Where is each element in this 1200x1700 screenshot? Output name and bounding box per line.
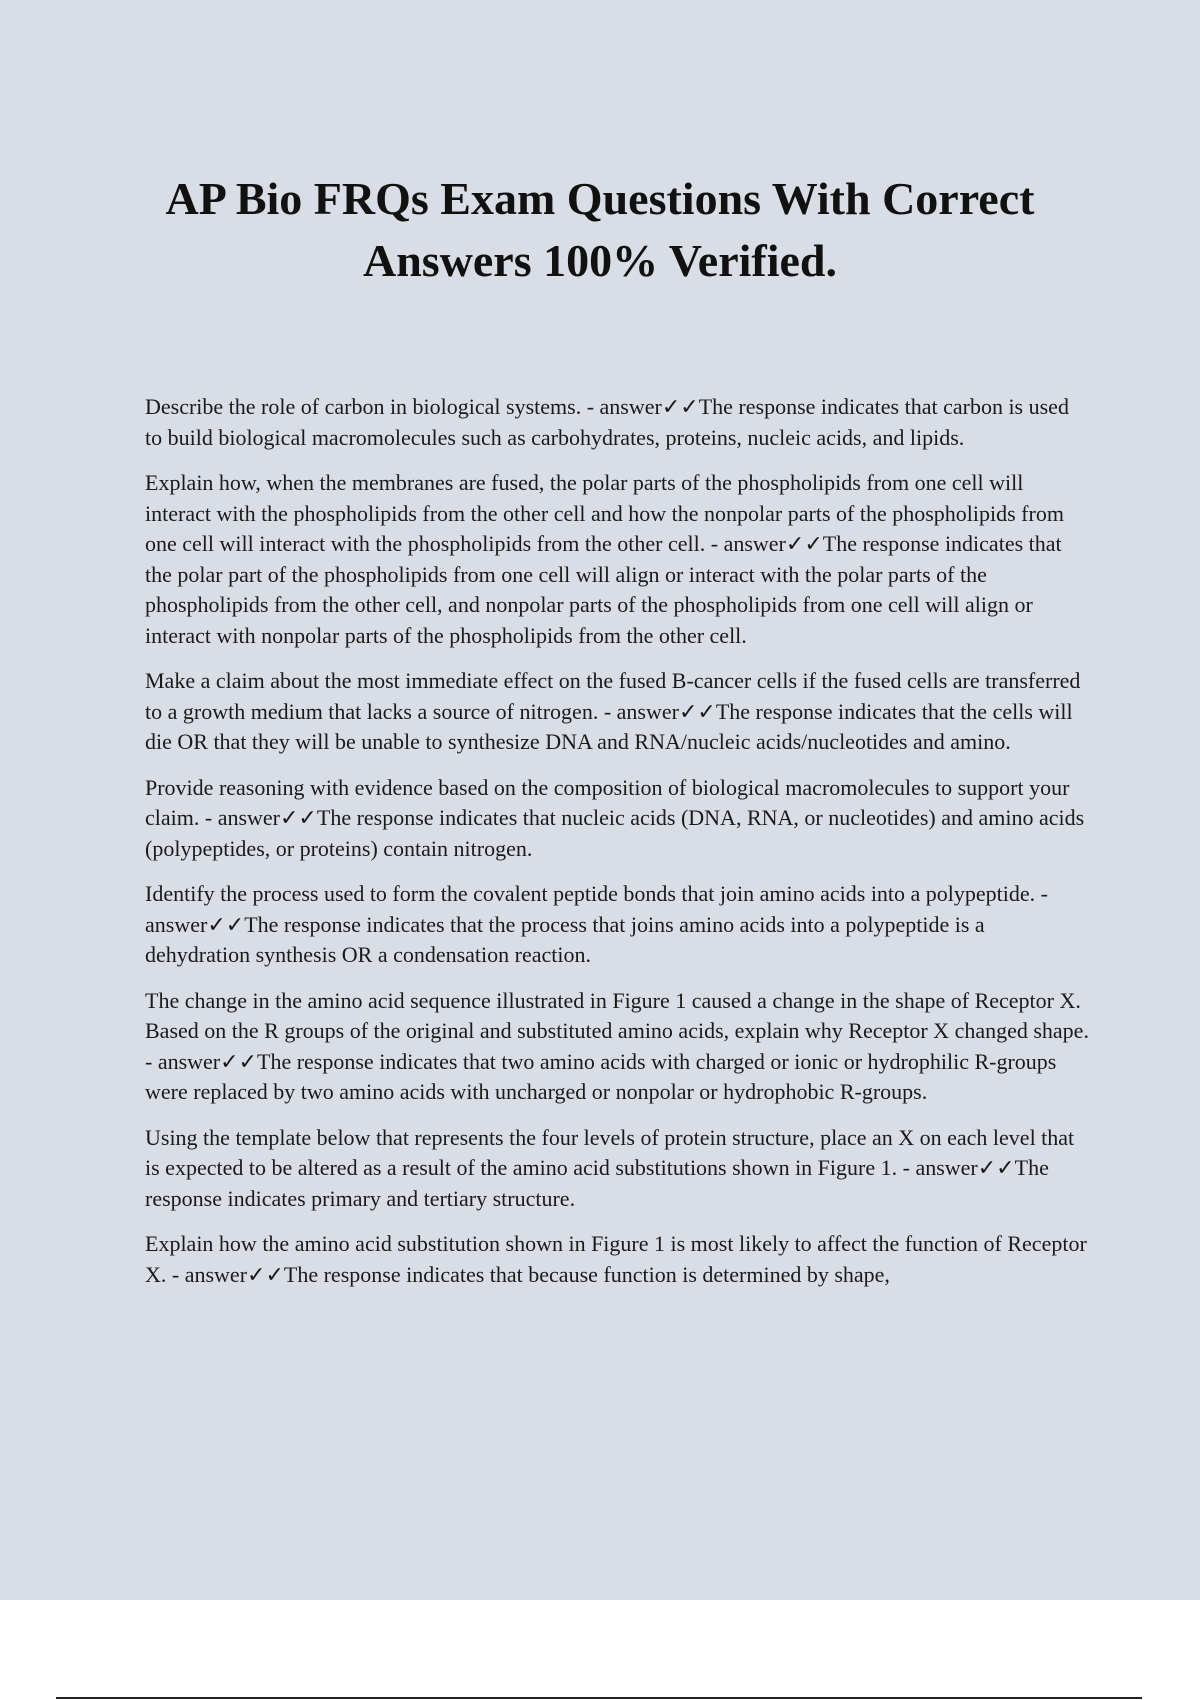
qa-item bbox=[145, 1229, 1090, 1290]
checkmark-icon: ✓✓ bbox=[280, 805, 317, 830]
question-text: Describe the role of carbon in biological systems. - answer bbox=[145, 394, 662, 419]
qa-item bbox=[145, 879, 1090, 971]
document-title: AP Bio FRQs Exam Questions With Correct Answers 100% Verified. bbox=[165, 173, 1035, 286]
question-text: Identify the process used to form the covalent peptide bonds that join amino acids into a polypeptide. - answer bbox=[145, 881, 1048, 937]
answer-text: The response indicates that the cells will die OR that they will be unable to synthesize DNA and RNA/nucleic acids/nucleotides and amino. bbox=[145, 698, 1073, 754]
checkmark-icon: ✓✓ bbox=[678, 698, 716, 724]
qa-item bbox=[145, 468, 1090, 651]
answer-text: The response indicates that carbon is used to build biological macromolecules such as carbohydrates, proteins, nucleic acids, and lipids. bbox=[145, 394, 1069, 450]
answer-text: The response indicates that the polar part of the phospholipids from one cell will align or interact with the polar parts of the phospholipids from the other cell, and nonpolar parts of the phospholipids from one cell will align or interact with nonpolar parts of the phospholipids from the other cell. bbox=[145, 531, 1062, 648]
qa-item bbox=[145, 773, 1090, 865]
checkmark-icon: ✓✓ bbox=[661, 394, 699, 419]
qa-item bbox=[145, 986, 1090, 1108]
answer-text: The response indicates primary and tertiary structure. bbox=[145, 1155, 1049, 1211]
qa-item bbox=[145, 1123, 1090, 1215]
answer-text: The response indicates that nucleic acids (DNA, RNA, or nucleotides) and amino acids (polypeptides, or proteins) contain nitrogen. bbox=[145, 805, 1085, 861]
question-text: Using the template below that represents the four levels of protein structure, place an X on each level that is expected to be altered as a result of the amino acid substitutions shown in Figure 1. - answer bbox=[145, 1124, 1075, 1180]
qa-item bbox=[145, 666, 1090, 758]
checkmark-icon: ✓✓ bbox=[220, 1048, 258, 1074]
answer-text: The response indicates that two amino acids with charged or ionic or hydrophilic R-groups were replaced by two amino acids with uncharged or nonpolar or hydrophobic R-groups. bbox=[145, 1048, 1057, 1104]
checkmark-icon: ✓✓ bbox=[977, 1155, 1015, 1180]
question-text: Provide reasoning with evidence based on the composition of biological macromolecules to support your claim. - answer bbox=[145, 774, 1070, 830]
checkmark-icon: ✓✓ bbox=[207, 911, 245, 937]
bottom-divider bbox=[56, 1697, 1142, 1699]
checkmark-icon: ✓✓ bbox=[785, 531, 823, 556]
question-text: Explain how the amino acid substitution shown in Figure 1 is most likely to affect the function of Receptor X. - answer bbox=[145, 1231, 1087, 1287]
answer-text: The response indicates that the process that joins amino acids into a polypeptide is a dehydration synthesis OR a condensation reaction. bbox=[145, 911, 985, 967]
checkmark-icon: ✓✓ bbox=[247, 1261, 284, 1287]
qa-item bbox=[145, 392, 1090, 453]
question-text: Explain how, when the membranes are fused, the polar parts of the phospholipids from one cell will interact with the phospholipids from the other cell and how the nonpolar parts of the phospholipids from one cell will interact with the phospholipids from the other cell. - answer bbox=[145, 470, 1064, 556]
question-text: Make a claim about the most immediate effect on the fused B-cancer cells if the fused cells are transferred to a growth medium that lacks a source of nitrogen. - answer bbox=[145, 668, 1081, 724]
answer-text: The response indicates that because function is determined by shape, bbox=[283, 1261, 890, 1287]
qa-list bbox=[145, 392, 1090, 1305]
question-text: The change in the amino acid sequence illustrated in Figure 1 caused a change in the shape of Receptor X. Based on the R groups of the original and substituted amino acids, explain why Receptor X changed shape. - answer bbox=[145, 987, 1089, 1074]
